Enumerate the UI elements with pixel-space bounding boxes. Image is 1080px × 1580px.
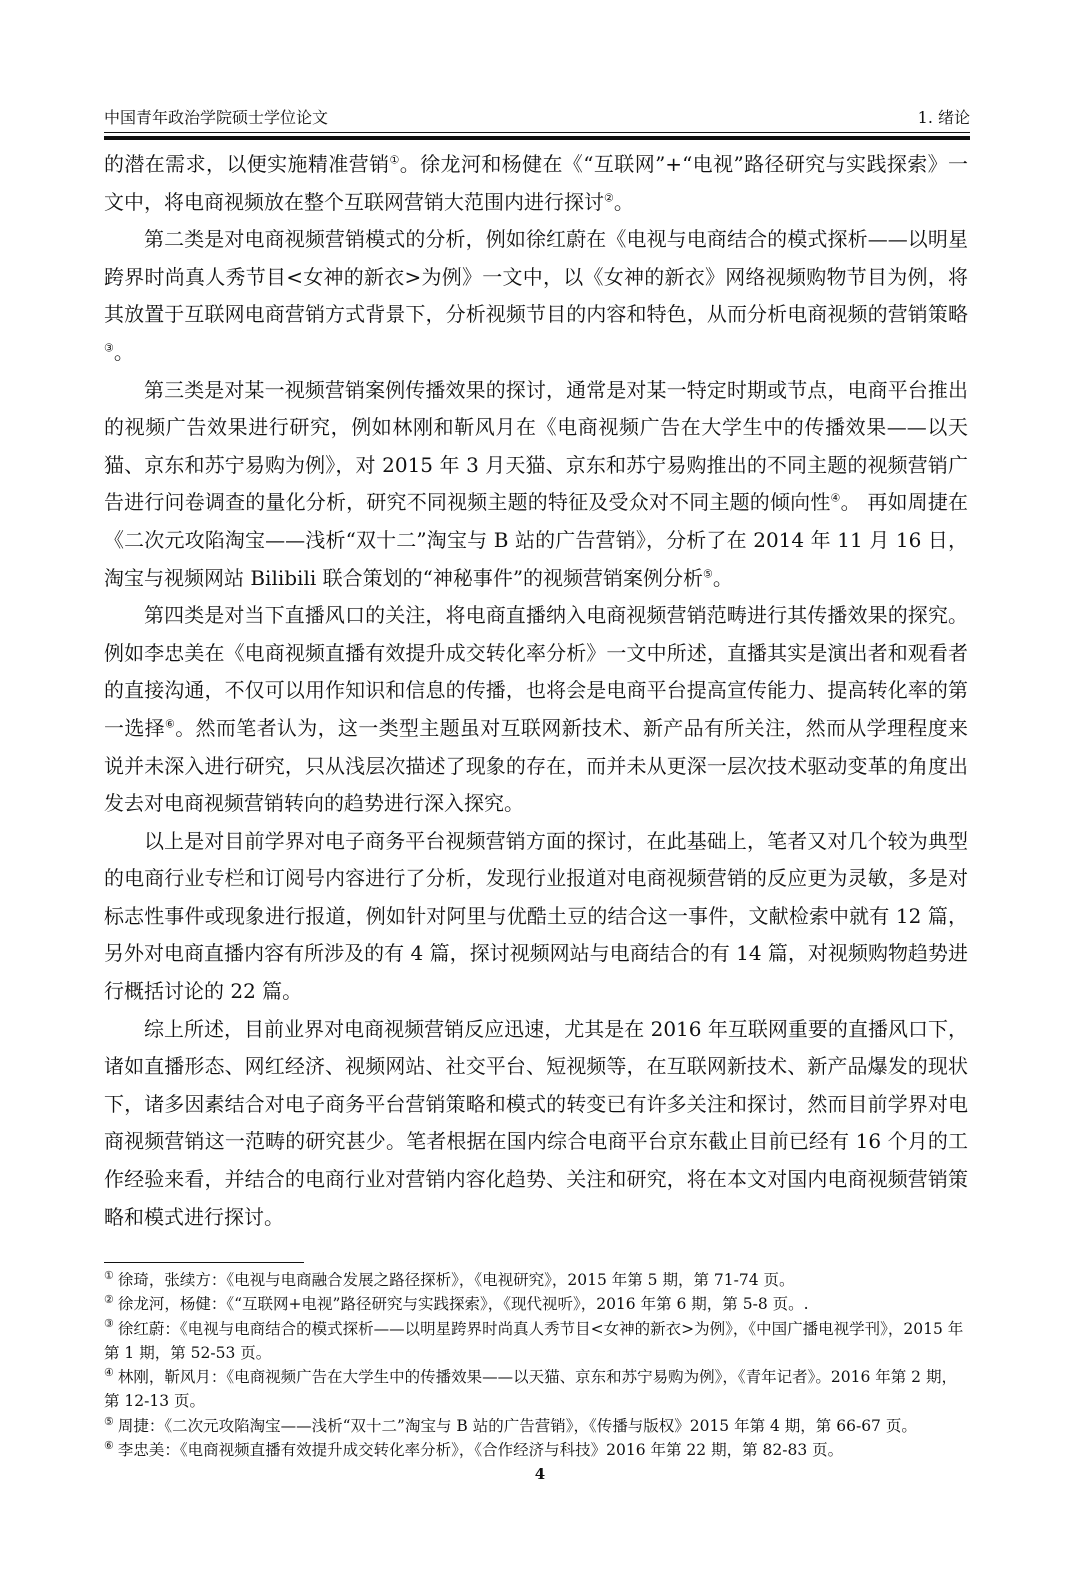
paragraph-1-text-c: 。 [613,189,634,214]
footnote-5 [104,1414,968,1438]
header-rule-thin [104,132,970,133]
footnote-mark: ① [104,1268,114,1282]
paragraph-3-text-b: 。 再如周捷在《二次元攻陷淘宝——浅析“双十二”淘宝与 B 站的广告营销》，分析了在 2014 年 11 月 16 日，淘宝与视频网站 Bilibili 联合策划的“神秘事件”的视频营销案例分析 [104,490,969,590]
footnote-6 [104,1438,968,1462]
footnote-ref-5: ⑤ [703,566,713,580]
footnote-text: 徐龙河，杨健：《“互联网+电视”路径研究与实践探索》，《现代视听》，2016 年第 6 期，第 5-8 页。. [117,1295,809,1314]
paragraph-4-text-b: 。然而笔者认为，这一类型主题虽对互联网新技术、新产品有所关注，然而从学理程度来说并未深入进行研究，只从浅层次描述了现象的存在，而并未从更深一层次技术驱动变革的角度出发去对电商视频营销转向的趋势进行深入探究。 [104,715,968,816]
footnote-text: 徐琦，张续方：《电视与电商融合发展之路径探析》，《电视研究》，2015 年第 5 期，第 71-74 页。 [117,1271,795,1289]
paragraph-6: 综上所述，目前业界对电商视频营销反应迅速，尤其是在 2016 年互联网重要的直播风口下，诸如直播形态、网红经济、视频网站、社交平台、短视频等，在互联网新技术、新产品爆发的现状下，诸多因素结合对电子商务平台营销策略和模式的转变已有许多关注和探讨，然而目前学界对电商视频营销这一范畴的研究甚少。笔者根据在国内综合电商平台京东截止目前已经有 16 个月的工作经验来看，并结合的电商行业对营销内容化趋势、关注和研究，将在本文对国内电商视频营销策略和模式进行探讨。 [104,1016,968,1229]
footnote-mark: ③ [104,1317,114,1331]
footnote-text: 徐红蔚：《电视与电商结合的模式探析——以明星跨界时尚真人秀节目<女神的新衣>为例》，《中国广播电视学刊》，2015 年第 1 期，第 52-53 页。 [104,1319,964,1362]
paragraph-3-text-c: 。 [712,565,733,590]
header-institution: 中国青年政治学院硕士学位论文 [104,108,329,127]
body-text [104,146,968,1236]
paragraph-4-text-a: 第四类是对当下直播风口的关注，将电商直播纳入电商视频营销范畴进行其传播效果的探究。例如李忠美在《电商视频直播有效提升成交转化率分析》一文中所述，直播其实是演出者和观看者的直接沟通，不仅可以用作知识和信息的传播，也将会是电商平台提高宣传能力、提高转化率的第一选择 [104,603,968,740]
footnote-text: 周捷：《二次元攻陷淘宝——浅析“双十二”淘宝与 B 站的广告营销》，《传播与版权》2015 年第 4 期，第 66-67 页。 [117,1416,917,1435]
paragraph-2 [104,221,968,371]
page-number: 4 [534,1465,546,1483]
footnote-2 [104,1292,968,1316]
footnote-ref-1: ① [389,153,400,167]
footnote-mark: ② [104,1293,114,1307]
footnote-1 [104,1268,968,1292]
paragraph-2-text-b: 。 [113,339,134,364]
footnote-ref-4: ④ [830,491,841,505]
header-rule-thick [104,136,970,140]
header-chapter: 1. 绪论 [917,108,970,127]
footnote-text: 林刚，靳风月：《电商视频广告在大学生中的传播效果——以天猫、京东和苏宁易购为例》，《青年记者》。2016 年第 2 期，第 12-13 页。 [104,1368,957,1411]
footnote-3 [104,1317,968,1366]
footnote-mark: ⑤ [104,1414,114,1428]
footnote-ref-6: ⑥ [165,717,176,731]
paragraph-3-text-a: 第三类是对某一视频营销案例传播效果的探讨，通常是对某一特定时期或节点，电商平台推出的视频广告效果进行研究，例如林刚和靳风月在《电商视频广告在大学生中的传播效果——以天猫、京东和苏宁易购为例》，对 2015 年 3 月天猫、京东和苏宁易购推出的不同主题的视频营销广告进行问卷调查的量化分析，研究不同视频主题的特征及受众对不同主题的倾向性 [104,377,968,515]
footnote-text: 李忠美：《电商视频直播有效提升成交转化率分析》，《合作经济与科技》2016 年第 22 期，第 82-83 页。 [117,1441,844,1460]
paragraph-4 [104,597,968,823]
paragraph-1-text-b: 。徐龙河和杨健在《“互联网”+“电视”路径研究与实践探索》一文中，将电商视频放在整个互联网营销大范围内进行探讨 [104,152,969,214]
paragraph-2-text-a: 第二类是对电商视频营销模式的分析，例如徐红蔚在《电视与电商结合的模式探析——以明星跨界时尚真人秀节目<女神的新衣>为例》一文中，以《女神的新衣》网络视频购物节目为例，将其放置于互联网电商营销方式背景下，分析视频节目的内容和特色，从而分析电商视频的营销策略 [104,227,968,327]
footnote-mark: ⑥ [104,1438,114,1452]
running-header [104,104,970,128]
footnote-mark: ④ [104,1366,114,1380]
footnotes [104,1268,968,1462]
paragraph-1 [104,146,968,221]
footnote-ref-2: ② [604,190,614,204]
paragraph-5: 以上是对目前学界对电子商务平台视频营销方面的探讨，在此基础上，笔者又对几个较为典型的电商行业专栏和订阅号内容进行了分析，发现行业报道对电商视频营销的反应更为灵敏，多是对标志性事件或现象进行报道，例如针对阿里与优酷土豆的结合这一事件，文献检索中就有 12 篇，另外对电商直播内容有所涉及的有 4 篇，探讨视频网站与电商结合的有 14 篇，对视频购物趋势进行概括讨论的 22 篇。 [104,828,968,1004]
footnote-rule [104,1262,304,1263]
paragraph-3 [104,372,968,598]
footnote-4 [104,1365,968,1414]
paragraph-1-text-a: 的潜在需求，以便实施精准营销 [104,152,390,176]
footnote-ref-3: ③ [104,341,114,355]
